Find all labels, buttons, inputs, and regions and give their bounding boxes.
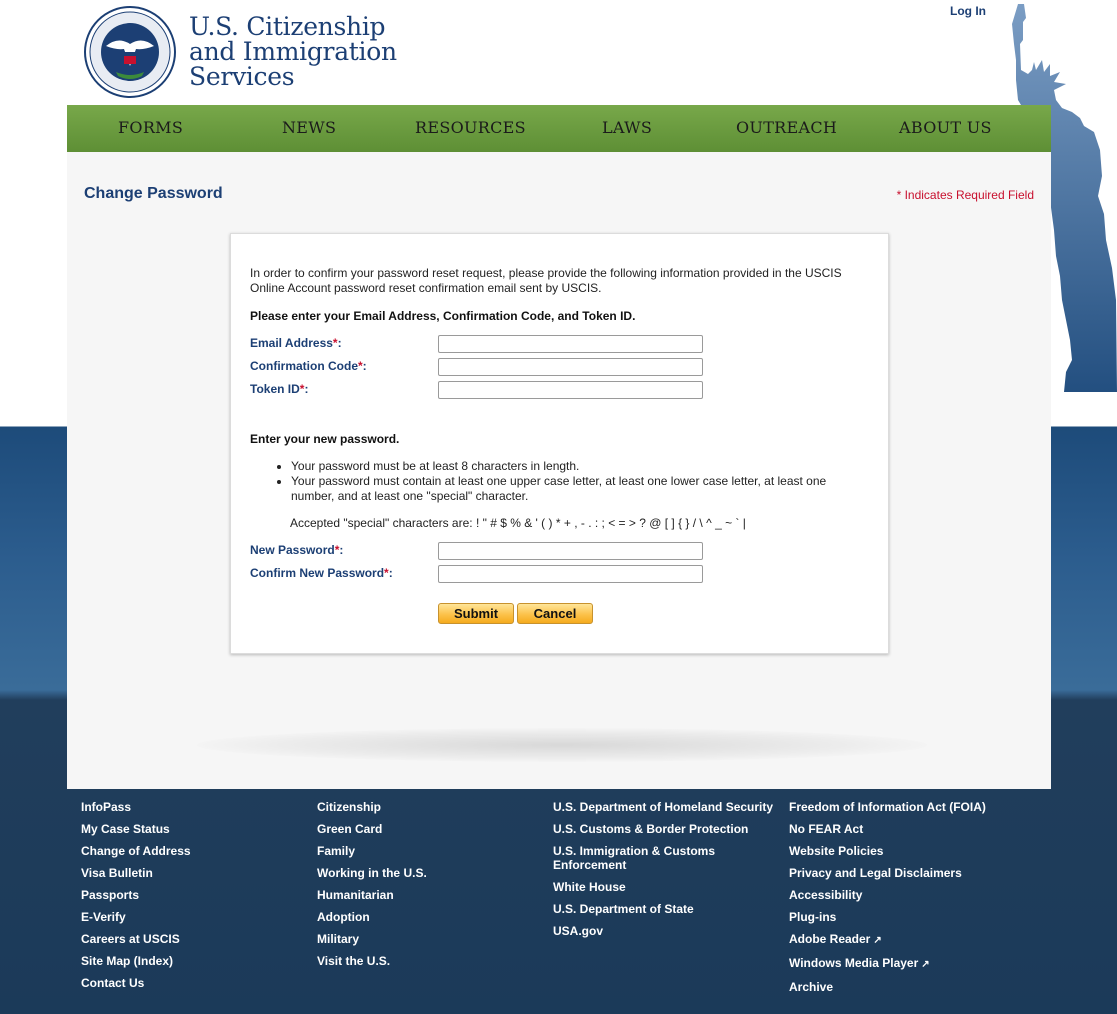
main-nav [67, 105, 1051, 153]
dhs-seal-icon[interactable] [84, 6, 176, 98]
page-title: Change Password [84, 185, 223, 202]
footer-link-my-case-status[interactable]: My Case Status [81, 822, 170, 836]
label-colon: : [339, 543, 344, 557]
footer-column-2 [317, 800, 547, 976]
intro-text: In order to confirm your password reset request, please provide the following information provided in the USCIS Online Account password reset confirmation email sent by USCIS. [250, 266, 842, 295]
special-characters-note: Accepted "special" characters are: ! " # $ % & ' ( ) * + , - . : ; < = > ? @ [ ] { } / \ ^ _ ~ ` | [290, 516, 746, 530]
footer-link-plug-ins[interactable]: Plug-ins [789, 910, 837, 924]
footer-link-windows-media-player-text: Windows Media Player [789, 956, 919, 970]
footer-link-infopass[interactable]: InfoPass [81, 800, 132, 814]
external-link-icon: ↗ [921, 959, 930, 970]
footer-link-military[interactable]: Military [317, 932, 360, 946]
nav-outreach[interactable]: OUTREACH [736, 118, 838, 137]
footer-column-3 [553, 800, 783, 946]
agency-name[interactable] [189, 14, 397, 89]
site-footer [67, 800, 1051, 1014]
footer-link-site-map[interactable]: Site Map (Index) [81, 954, 174, 968]
footer-link-privacy[interactable]: Privacy and Legal Disclaimers [789, 866, 962, 880]
footer-link-adoption[interactable]: Adoption [317, 910, 370, 924]
footer-link-careers[interactable]: Careers at USCIS [81, 932, 180, 946]
footer-link-usa-gov[interactable]: USA.gov [553, 924, 604, 938]
external-link-icon: ↗ [873, 935, 882, 946]
footer-link-humanitarian[interactable]: Humanitarian [317, 888, 394, 902]
footer-link-archive[interactable]: Archive [789, 980, 834, 994]
footer-link-white-house[interactable]: White House [553, 880, 626, 894]
footer-link-dhs[interactable]: U.S. Department of Homeland Security [553, 800, 774, 814]
footer-link-windows-media-player[interactable] [789, 956, 1019, 972]
footer-link-adobe-reader-text: Adobe Reader [789, 932, 871, 946]
footer-link-passports[interactable]: Passports [81, 888, 140, 902]
login-link[interactable]: Log In [950, 4, 986, 18]
password-rule: • Your password must be at least 8 characters in length. [291, 459, 871, 474]
section1-heading: Please enter your Email Address, Confirmation Code, and Token ID. [250, 309, 636, 323]
footer-link-family[interactable]: Family [317, 844, 356, 858]
nav-resources[interactable]: RESOURCES [415, 118, 526, 137]
footer-column-4 [789, 800, 1019, 1002]
label-colon: : [337, 336, 342, 350]
email-label [250, 336, 342, 350]
password-rule: • Your password must contain at least one upper case letter, at least one lower case letter, at least one number, and at least one "special" character. [291, 474, 871, 504]
new-password-label [250, 543, 343, 557]
agency-name-line3: Services [189, 62, 295, 91]
footer-link-adobe-reader[interactable] [789, 932, 1019, 948]
token-id-input[interactable] [438, 381, 703, 399]
decorative-shadow [197, 728, 927, 762]
required-marker: * [334, 543, 340, 557]
required-marker: * [332, 336, 338, 350]
footer-link-no-fear-act[interactable]: No FEAR Act [789, 822, 864, 836]
confirmation-code-input[interactable] [438, 358, 703, 376]
footer-link-ice[interactable]: U.S. Immigration & Customs Enforcement [553, 844, 716, 872]
label-colon: : [304, 382, 309, 396]
label-colon: : [362, 359, 367, 373]
footer-link-website-policies[interactable]: Website Policies [789, 844, 884, 858]
footer-column-1 [81, 800, 311, 998]
agency-name-line1: U.S. Citizenship [189, 12, 386, 41]
footer-link-accessibility[interactable]: Accessibility [789, 888, 863, 902]
required-marker: * [384, 566, 389, 580]
footer-link-citizenship[interactable]: Citizenship [317, 800, 382, 814]
new-password-input[interactable] [438, 542, 703, 560]
section2-heading: Enter your new password. [250, 432, 400, 446]
nav-forms[interactable]: FORMS [118, 118, 184, 137]
required-marker: * [299, 382, 305, 396]
required-marker: * [358, 359, 363, 373]
email-input[interactable] [438, 335, 703, 353]
nav-news[interactable]: NEWS [282, 118, 337, 137]
nav-about-us[interactable]: ABOUT US [899, 118, 992, 137]
footer-link-state-dept[interactable]: U.S. Department of State [553, 902, 694, 916]
change-password-card [230, 233, 889, 654]
confirm-password-label-text: Confirm New Password [250, 566, 385, 580]
footer-link-green-card[interactable]: Green Card [317, 822, 383, 836]
nav-laws[interactable]: LAWS [602, 118, 653, 137]
footer-link-visa-bulletin[interactable]: Visa Bulletin [81, 866, 153, 880]
password-rules [271, 459, 871, 504]
label-colon: : [388, 566, 393, 580]
confirm-password-label [250, 566, 393, 580]
footer-link-working[interactable]: Working in the U.S. [317, 866, 427, 880]
footer-link-cbp[interactable]: U.S. Customs & Border Protection [553, 822, 749, 836]
confirm-password-input[interactable] [438, 565, 703, 583]
footer-link-contact-us[interactable]: Contact Us [81, 976, 145, 990]
footer-link-e-verify[interactable]: E-Verify [81, 910, 126, 924]
email-label-text: Email Address [250, 336, 333, 350]
token-id-label [250, 382, 308, 396]
new-password-label-text: New Password [250, 543, 335, 557]
footer-link-visit[interactable]: Visit the U.S. [317, 954, 391, 968]
submit-button[interactable]: Submit [438, 603, 514, 624]
footer-link-change-of-address[interactable]: Change of Address [81, 844, 191, 858]
agency-name-line2: and Immigration [189, 37, 397, 66]
cancel-button[interactable]: Cancel [517, 603, 593, 624]
token-id-label-text: Token ID [250, 382, 300, 396]
confirmation-code-label [250, 359, 367, 373]
site-header [0, 0, 1117, 105]
required-field-note: * Indicates Required Field [896, 188, 1034, 202]
confirmation-code-label-text: Confirmation Code [250, 359, 358, 373]
footer-link-foia[interactable]: Freedom of Information Act (FOIA) [789, 800, 986, 814]
main-content [67, 152, 1051, 789]
